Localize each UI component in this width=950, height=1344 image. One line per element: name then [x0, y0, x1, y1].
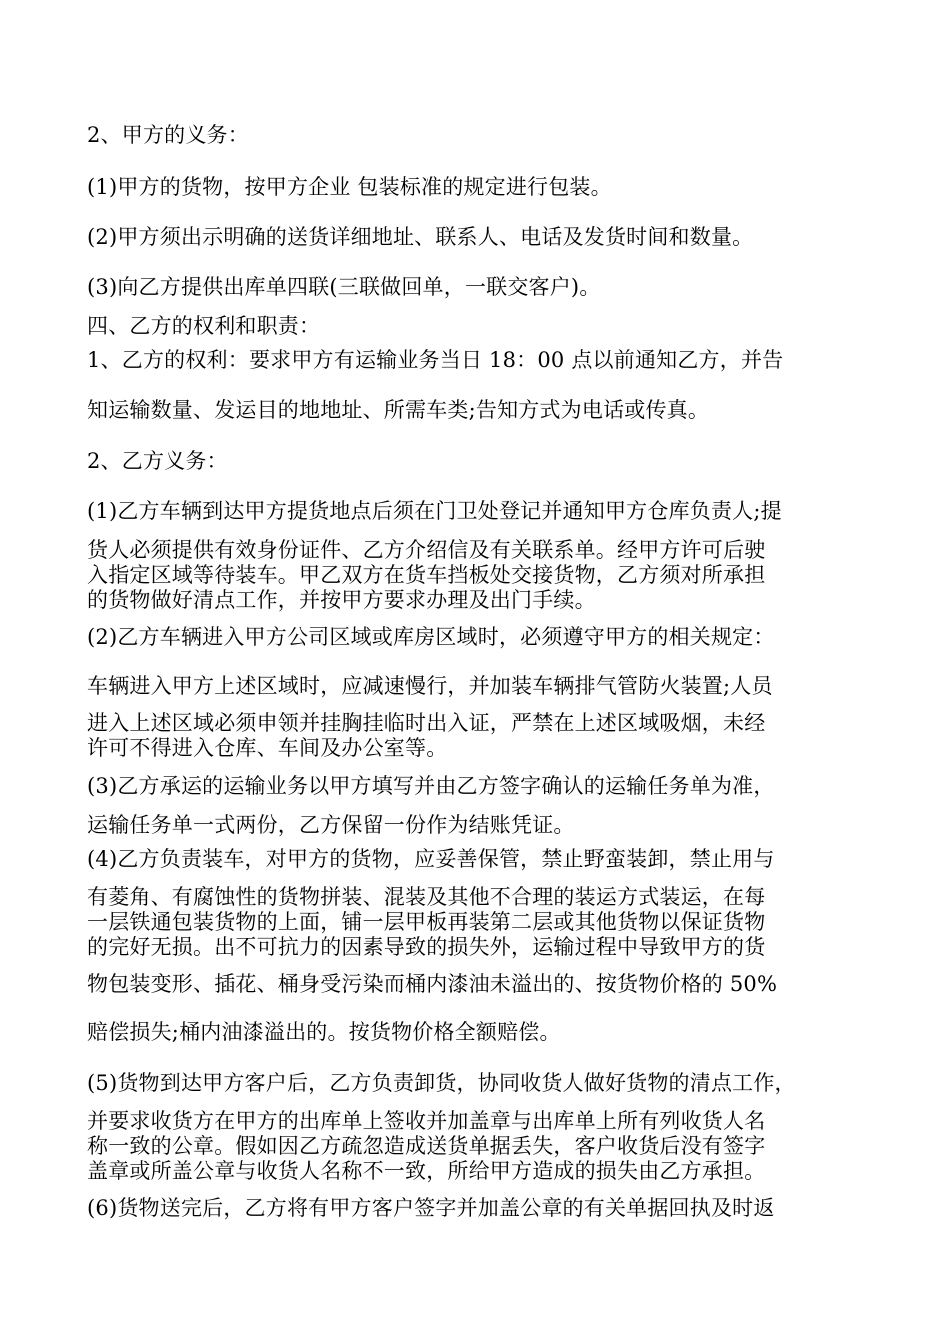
text-line: (6)货物送完后，乙方将有甲方客户签字并加盖公章的有关单据回执及时返: [87, 1196, 775, 1220]
text-line: 称一致的公章。假如因乙方疏忽造成送货单据丢失，客户收货后没有签字: [87, 1134, 766, 1158]
text-line: (4)乙方负责装车，对甲方的货物，应妥善保管，禁止野蛮装卸，禁止用与: [87, 847, 775, 871]
section-heading: 四、乙方的权利和职责：: [87, 314, 321, 338]
text-line: (3)向乙方提供出库单四联(三联做回单，一联交客户)。: [87, 275, 601, 299]
text-line: 运输任务单一式两份，乙方保留一份作为结账凭证。: [87, 813, 575, 837]
text-line: 物包装变形、插花、桶身受污染而桶内漆油未溢出的、按货物价格的 50%: [87, 972, 778, 996]
text-line: 货人必须提供有效身份证件、乙方介绍信及有关联系单。经甲方许可后驶: [87, 538, 766, 562]
text-line: 盖章或所盖公章与收货人名称不一致，所给甲方造成的损失由乙方承担。: [87, 1159, 766, 1183]
text-line: (3)乙方承运的运输业务以甲方填写并由乙方签字确认的运输任务单为准，: [87, 774, 775, 798]
text-line: 入指定区域等待装车。甲乙双方在货车挡板处交接货物，乙方须对所承担: [87, 563, 766, 587]
text-line: 2、乙方义务：: [87, 449, 228, 473]
text-line: 有菱角、有腐蚀性的货物拼装、混装及其他不合理的装运方式装运，在每: [87, 885, 766, 909]
text-line: 1、乙方的权利：要求甲方有运输业务当日 18：00 点以前通知乙方，并告: [87, 348, 784, 372]
text-line: 2、甲方的义务：: [87, 123, 249, 147]
text-line: 一层铁通包装货物的上面，铺一层甲板再装第二层或其他货物以保证货物: [87, 910, 766, 934]
text-line: 赔偿损失;桶内油漆溢出的。按货物价格全额赔偿。: [87, 1020, 561, 1044]
text-line: 知运输数量、发运目的地地址、所需车类;告知方式为电话或传真。: [87, 398, 710, 422]
text-line: (5)货物到达甲方客户后，乙方负责卸货，协同收货人做好货物的清点工作，: [87, 1071, 796, 1095]
text-line: 的完好无损。出不可抗力的因素导致的损失外，运输过程中导致甲方的货: [87, 935, 766, 959]
text-line: 许可不得进入仓库、车间及办公室等。: [87, 736, 448, 760]
text-line: (1)乙方车辆到达甲方提货地点后须在门卫处登记并通知甲方仓库负责人;提: [87, 499, 782, 523]
text-line: 车辆进入甲方上述区域时，应减速慢行，并加装车辆排气管防火装置;人员: [87, 674, 773, 698]
text-line: (2)甲方须出示明确的送货详细地址、联系人、电话及发货时间和数量。: [87, 225, 754, 249]
text-line: 的货物做好清点工作，并按甲方要求办理及出门手续。: [87, 588, 596, 612]
text-line: (1)甲方的货物，按甲方企业 包装标准的规定进行包装。: [87, 175, 612, 199]
text-line: (2)乙方车辆进入甲方公司区域或库房区域时，必须遵守甲方的相关规定：: [87, 625, 775, 649]
text-line: 进入上述区域必须申领并挂胸挂临时出入证，严禁在上述区域吸烟，未经: [87, 711, 766, 735]
text-line: 并要求收货方在甲方的出库单上签收并加盖章与出库单上所有列收货人名: [87, 1109, 766, 1133]
